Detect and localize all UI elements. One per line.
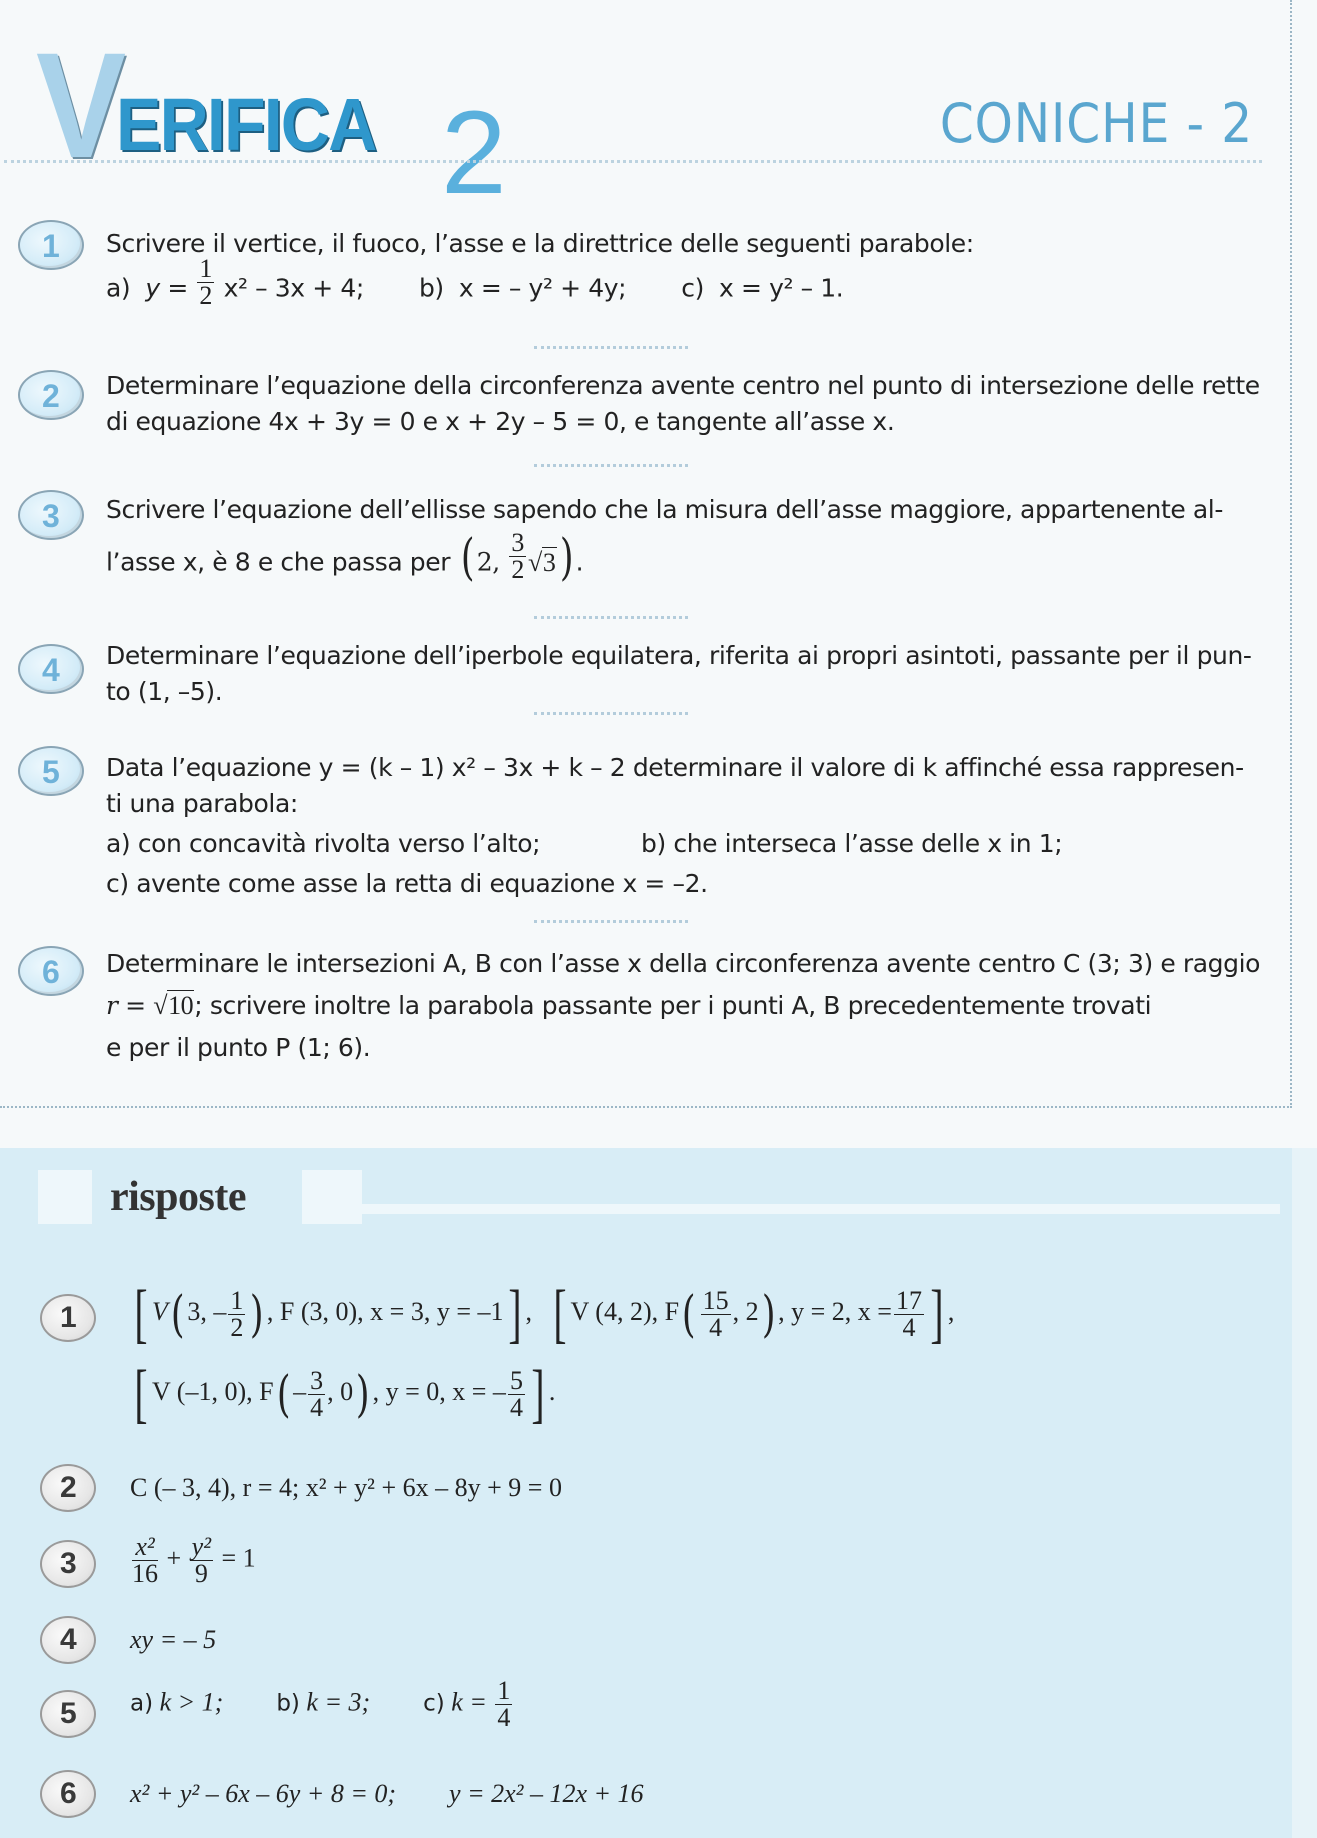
exercise-text: e per il punto P (1; 6). <box>106 1033 371 1062</box>
equation-lhs: y = <box>145 273 188 303</box>
exercise-text: r = √10; scrivere inoltre la parabola passante per i punti A, B precedentemente trovati <box>106 988 1268 1024</box>
answer-number-badge <box>40 1464 96 1512</box>
answer-text: a) k > 1; b) k = 3; c) k = $\frac{1}{4}$ <box>130 1676 511 1732</box>
answer-line: [ V (–1, 0), F( – $\frac{3}{4}$ , 0) , y = 0, x = – $\frac{5}{4}$ ] . <box>134 1357 556 1430</box>
exercise-number-badge <box>18 490 84 540</box>
answers-side-strip <box>1292 1148 1317 1838</box>
answer-number-badge <box>40 1616 96 1664</box>
right-paren: ) <box>559 527 573 586</box>
answer-number-badge <box>40 1294 96 1342</box>
answer-text: C (– 3, 4), r = 4; x² + y² + 6x – 8y + 9 = 0 <box>130 1473 562 1502</box>
exercise-text: Determinare l’equazione della circonferenza avente centro nel punto di intersezione delle rette <box>106 371 1260 400</box>
left-paren: ( <box>460 527 474 586</box>
separator <box>534 464 688 467</box>
fraction: $\frac{1}{2}$ <box>199 254 213 310</box>
item-b: b) che interseca l’asse delle x in 1; <box>641 829 1063 858</box>
logo-number: 2 <box>441 87 507 219</box>
title-decoration <box>302 1170 362 1224</box>
item-a: a) con concavità rivolta verso l’alto; <box>106 829 541 858</box>
equation: x = – y² + 4y; <box>458 273 627 303</box>
answer-number: 2 <box>60 1471 77 1504</box>
exercise-number-badge <box>18 644 84 694</box>
exercise-text: Scrivere il vertice, il fuoco, l’asse e la direttrice delle seguenti parabole: <box>106 229 974 258</box>
exercise-number-badge <box>18 746 84 796</box>
exercise-number: 2 <box>42 378 60 414</box>
separator <box>534 920 688 923</box>
answers-title: risposte <box>110 1174 246 1220</box>
answer-number-badge <box>40 1540 96 1588</box>
item-label: b) <box>418 273 444 303</box>
item-label: a) <box>106 273 131 303</box>
answer-number: 1 <box>60 1301 77 1334</box>
point-x: 2, <box>476 547 500 577</box>
exercise-text: ti una parabola: <box>106 789 298 818</box>
answer-number-badge <box>40 1690 96 1738</box>
exercise-text: Determinare le intersezioni A, B con l’asse x della circonferenza avente centro C (3; 3) e raggio <box>106 949 1261 978</box>
equation: x = y² – 1. <box>719 273 844 303</box>
header-divider <box>4 160 1262 163</box>
exercise-items <box>106 826 1268 862</box>
item-label: c) <box>681 273 704 303</box>
exercise-number-badge <box>18 946 84 996</box>
exercise-text: Scrivere l’equazione dell’ellisse sapendo che la misura dell’asse maggiore, appartenente al- <box>106 495 1223 524</box>
title-decoration <box>38 1170 92 1224</box>
answer-number-badge <box>40 1770 96 1818</box>
exercise-text: l’asse x, è 8 e che passa per ( 2, $\frac{3}{2}$ √3) . <box>106 527 584 586</box>
answer-number: 5 <box>60 1697 77 1730</box>
answer-number: 6 <box>60 1777 77 1810</box>
answer-number: 3 <box>60 1547 77 1580</box>
exercise-text: to (1, –5). <box>106 677 223 706</box>
item-c: c) avente come asse la retta di equazione x = –2. <box>106 869 708 898</box>
square-root: √10 <box>153 991 194 1020</box>
exercise-text: Data l’equazione y = (k – 1) x² – 3x + k – 2 determinare il valore di k affinché essa rappresen- <box>106 753 1244 782</box>
verifica-logo <box>36 21 507 219</box>
page-subtitle: CONICHE - 2 <box>939 92 1253 155</box>
exercise-number: 4 <box>42 652 60 688</box>
separator <box>534 712 688 715</box>
answer-line: [ V( 3, – $\frac{1}{2}$ ) , F (3, 0), x = 3, y = –1] , [ V (4, 2), F( $\frac{15}{4}$ , 2) , y = 2, x = $\frac{17}{4}$ ] , <box>134 1277 955 1350</box>
square-root: √3 <box>528 547 556 577</box>
exercise-number: 3 <box>42 498 60 534</box>
logo-initial: V <box>36 21 127 189</box>
answer-text: x² + y² – 6x – 6y + 8 = 0; y = 2x² – 12x + 16 <box>130 1779 644 1808</box>
exercise-number: 6 <box>42 954 60 990</box>
exercise-items <box>106 254 1268 310</box>
exercise-number-badge <box>18 370 84 420</box>
exercise-text: di equazione 4x + 3y = 0 e x + 2y – 5 = 0, e tangente all’asse x. <box>106 407 895 436</box>
separator <box>534 616 688 619</box>
fraction: $\frac{3}{2}$ <box>511 528 525 584</box>
answer-text: $\frac{\text{x²}}{16}$ + $\frac{\text{y²}}{9}$ = 1 <box>132 1532 256 1588</box>
exercise-number-badge <box>18 220 84 270</box>
equation-rhs: x² – 3x + 4; <box>223 273 364 303</box>
exercise-text: Determinare l’equazione dell’iperbole equilatera, riferita ai propri asintoti, passante per il pun- <box>106 641 1252 670</box>
title-rule <box>362 1204 1280 1214</box>
exercise-number: 5 <box>42 754 60 790</box>
exercise-number: 1 <box>42 228 60 264</box>
separator <box>534 346 688 349</box>
answer-text: xy = – 5 <box>130 1625 217 1654</box>
logo-text: ERIFICA <box>116 83 376 166</box>
answer-number: 4 <box>60 1623 77 1656</box>
